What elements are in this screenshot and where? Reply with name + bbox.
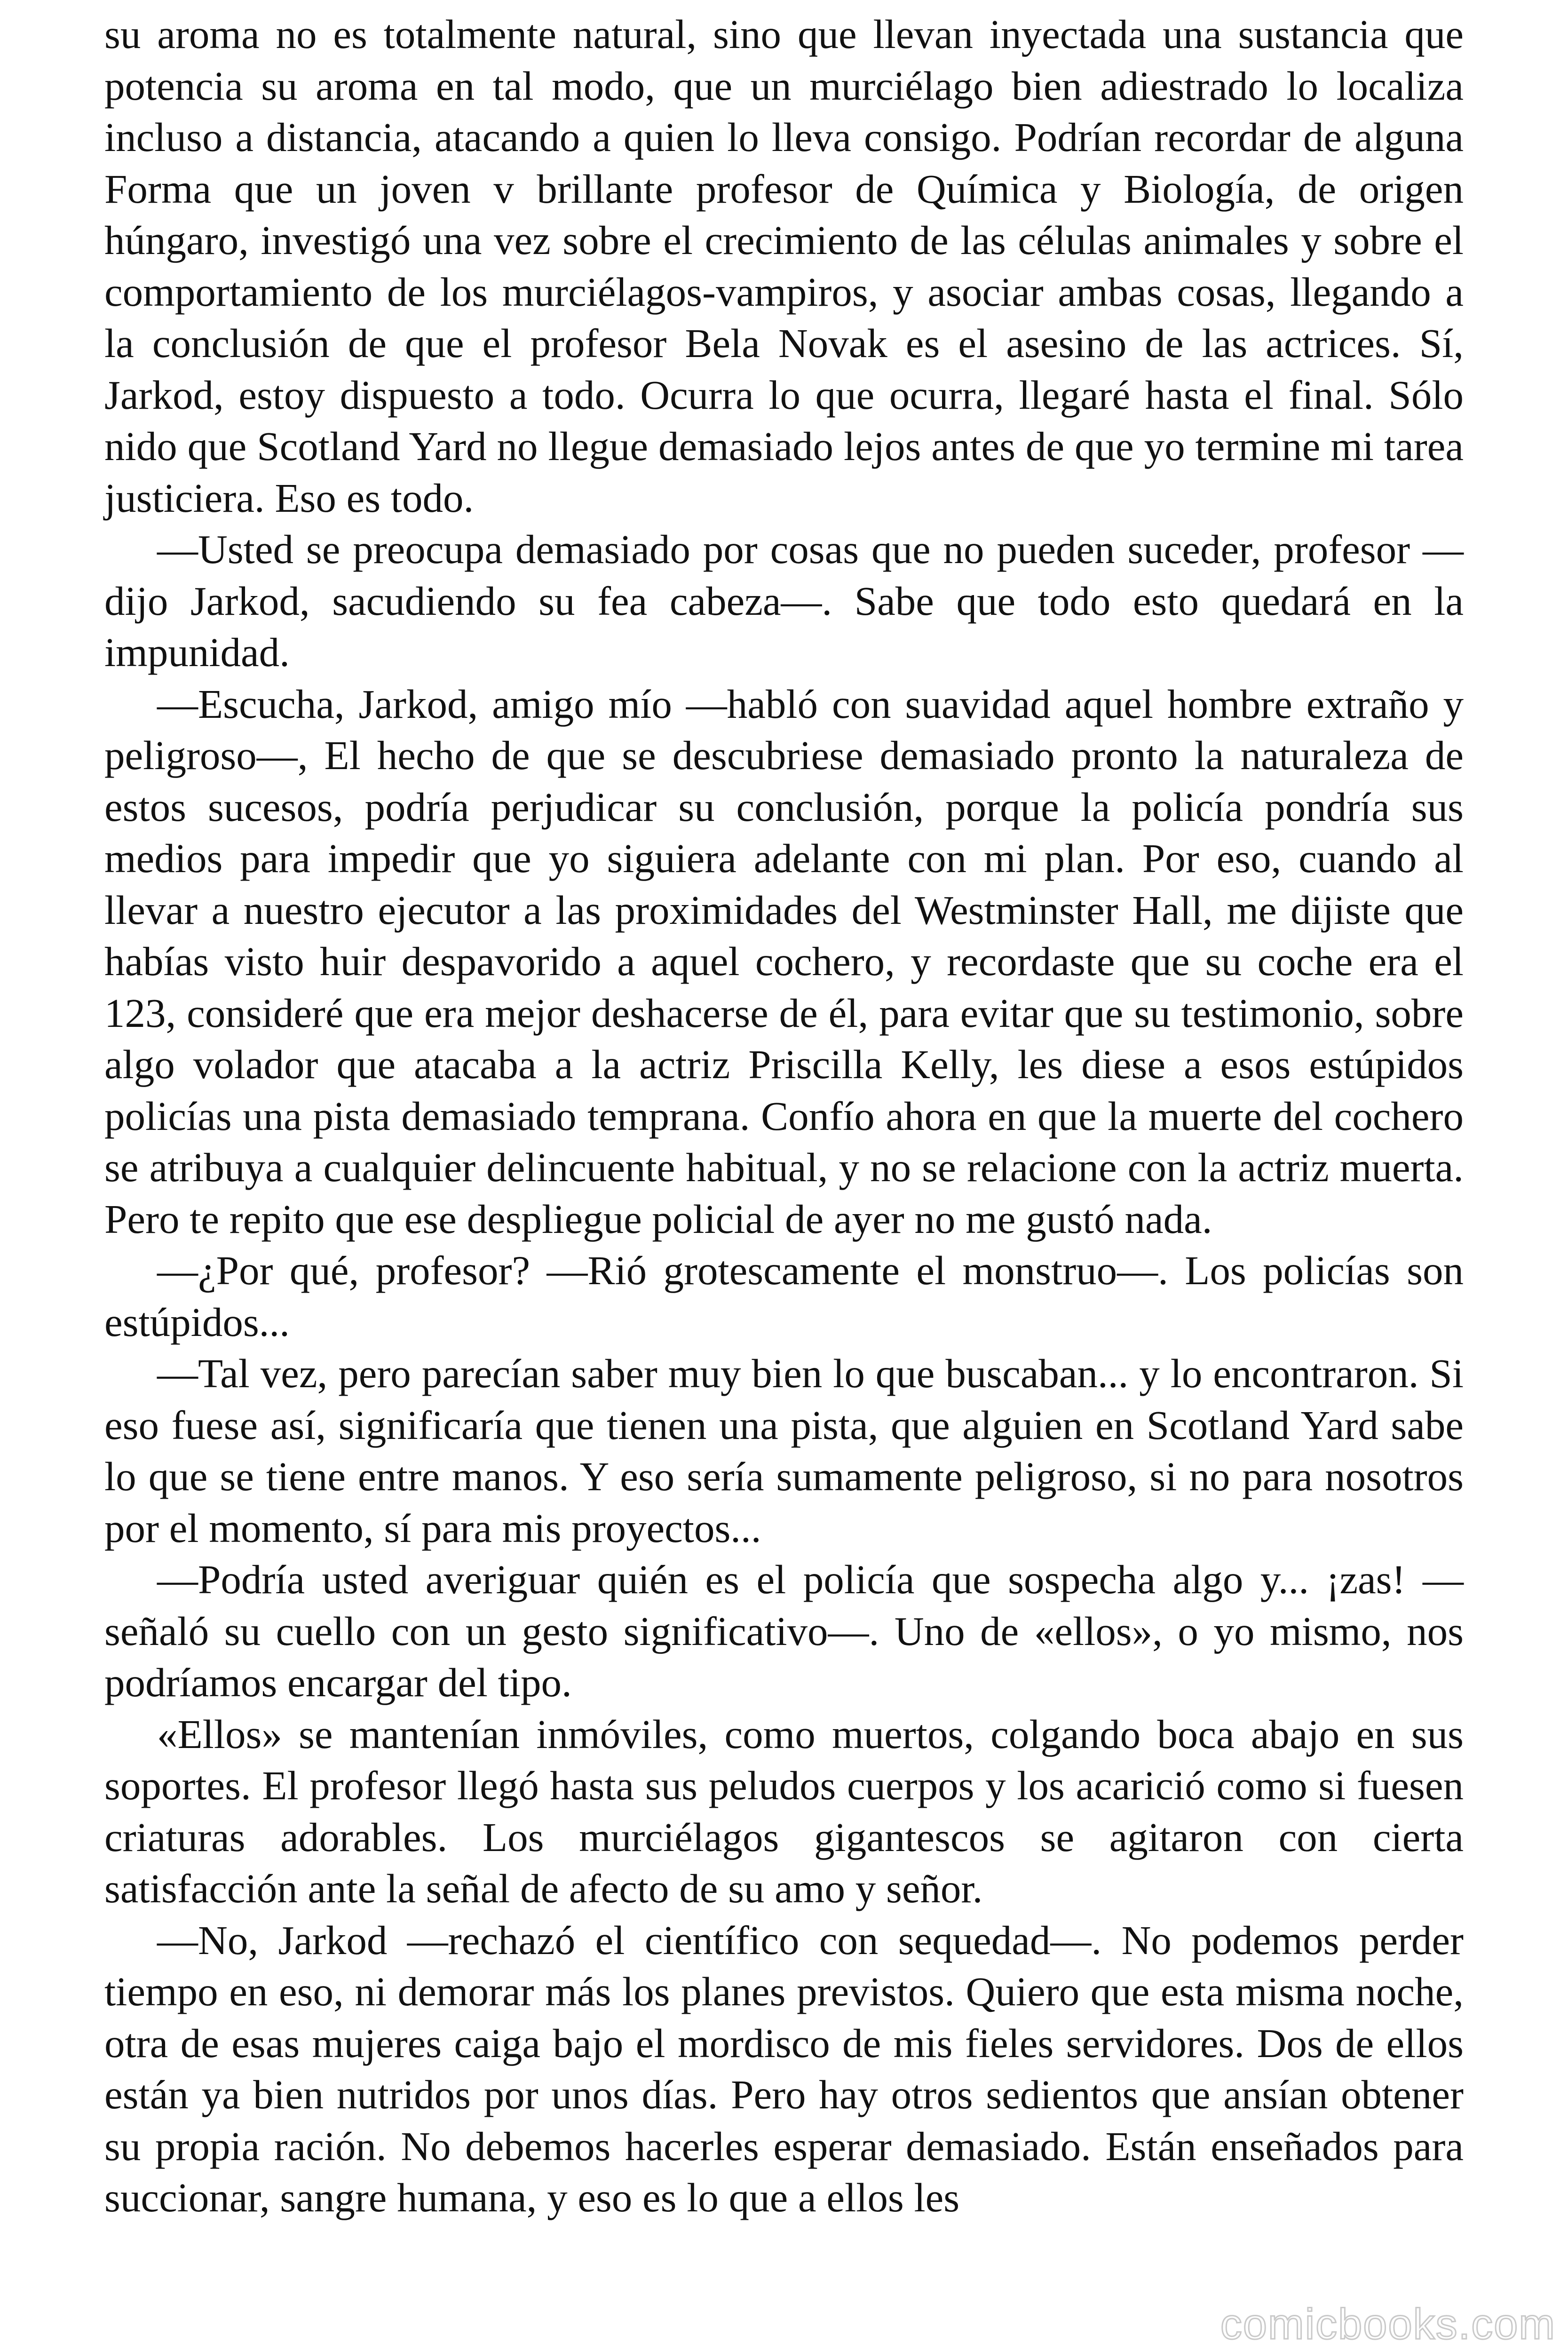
paragraph-5: —Tal vez, pero parecían saber muy bien lo que buscaban... y lo encontraron. Si eso fuese así, significaría que tienen una pista, que alguien en Scotland Yard sabe lo que se tiene entre manos. Y eso sería sumamente peligroso, si no para nosotros por el momento, sí para mis proyectos... [104, 1351, 1464, 1551]
paragraph-1: su aroma no es totalmente natural, sino que llevan inyectada una sustancia que potencia su aroma en tal modo, que un murciélago bien adiestrado lo localiza incluso a distancia, atacando a quien lo lleva consigo. Podrían recordar de alguna Forma que un joven v brillante profesor de Química y Biología, de origen húngaro, investigó una vez sobre el crecimiento de las células animales y sobre el comportamiento de los murciélagos-vampiros, y asociar ambas cosas, llegando a la conclusión de que el profesor Bela Novak es el asesino de las actrices. Sí, Jarkod, estoy dispuesto a todo. Ocurra lo que ocurra, llegaré hasta el final. Sólo nido que Scotland Yard no llegue demasiado lejos antes de que yo termine mi tarea justiciera. Eso es todo. [104, 11, 1464, 521]
paragraph-2: —Usted se preocupa demasiado por cosas que no pueden suceder, profesor —dijo Jarkod, sacudiendo su fea cabeza—. Sabe que todo esto quedará en la impunidad. [104, 526, 1464, 675]
page-text [104, 8, 1464, 2224]
paragraph-8: —No, Jarkod —rechazó el científico con sequedad—. No podemos perder tiempo en eso, ni demorar más los planes previstos. Quiero que esta misma noche, otra de esas mujeres caiga bajo el mordisco de mis fieles servidores. Dos de ellos están ya bien nutridos por unos días. Pero hay otros sedientos que ansían obtener su propia ración. No debemos hacerles esperar demasiado. Están enseñados para succionar, sangre humana, y eso es lo que a ellos les [104, 1917, 1464, 2220]
watermark-logo: comicbooks.com [1220, 2300, 1556, 2348]
paragraph-6: —Podría usted averiguar quién es el policía que sospecha algo y... ¡zas! —señaló su cuello con un gesto significativo—. Uno de «ellos», o yo mismo, nos podríamos encargar del tipo. [104, 1557, 1464, 1705]
paragraph-7: «Ellos» se mantenían inmóviles, como muertos, colgando boca abajo en sus soportes. El profesor llegó hasta sus peludos cuerpos y los acarició como si fuesen criaturas adorables. Los murciélagos gigantescos se agitaron con cierta satisfacción ante la señal de afecto de su amo y señor. [104, 1711, 1464, 1911]
paragraph-3: —Escucha, Jarkod, amigo mío —habló con suavidad aquel hombre extraño y peligroso—, El hecho de que se descubriese demasiado pronto la naturaleza de estos sucesos, podría perjudicar su conclusión, porque la policía pondría sus medios para impedir que yo siguiera adelante con mi plan. Por eso, cuando al llevar a nuestro ejecutor a las proximidades del Westminster Hall, me dijiste que habías visto huir despavorido a aquel cochero, y recordaste que su coche era el 123, consideré que era mejor deshacerse de él, para evitar que su testimonio, sobre algo volador que atacaba a la actriz Priscilla Kelly, les diese a esos estúpidos policías una pista demasiado temprana. Confío ahora en que la muerte del cochero se atribuya a cualquier delincuente habitual, y no se relacione con la actriz muerta. Pero te repito que ese despliegue policial de ayer no me gustó nada. [104, 681, 1464, 1242]
paragraph-4: —¿Por qué, profesor? —Rió grotescamente el monstruo—. Los policías son estúpidos... [104, 1248, 1464, 1345]
